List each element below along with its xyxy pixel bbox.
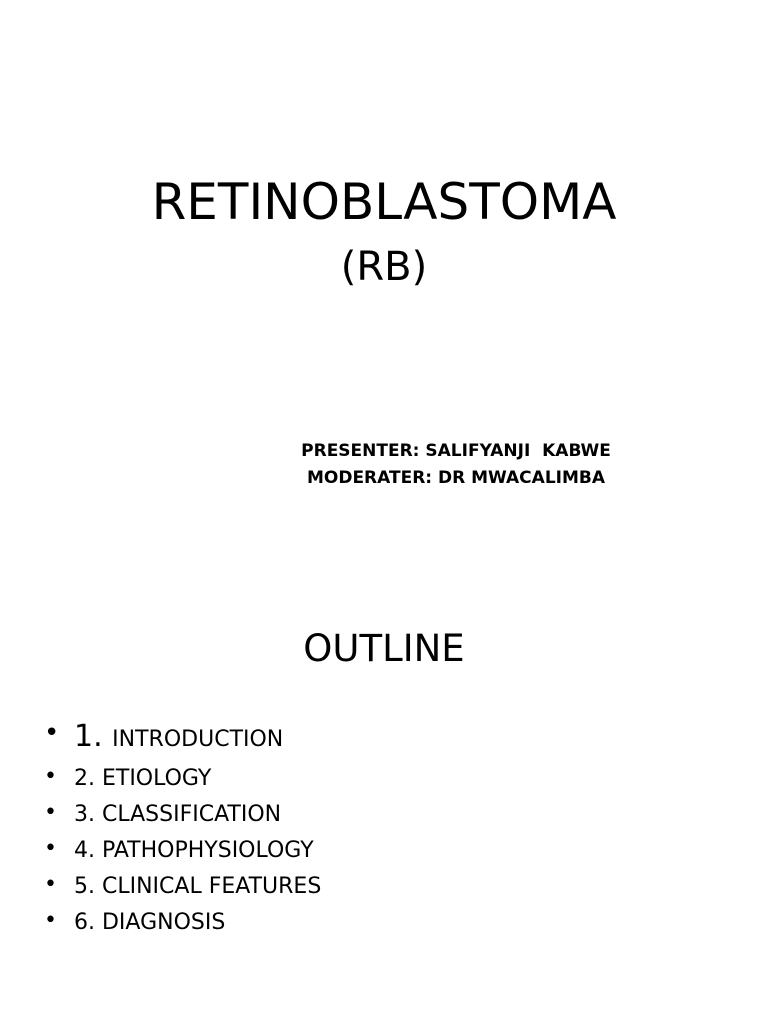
bullet-icon: • [44,872,57,897]
presenter-credits [256,438,656,492]
bullet-icon: • [44,718,60,748]
outline-item-introduction [40,716,740,761]
outline-list [40,716,740,941]
outline-item-pathophysiology [40,833,740,869]
outline-item-etiology [40,761,740,797]
outline-item-diagnosis [40,905,740,941]
slide-title: RETINOBLASTOMA [151,173,617,231]
bullet-icon: • [44,800,57,825]
bullet-icon: • [44,908,57,933]
outline-item-classification [40,797,740,833]
outline-heading: OUTLINE [303,627,465,670]
outline-item-text: 2. ETIOLOGY [74,766,212,791]
presenter-line: PRESENTER: SALIFYANJI KABWE [301,441,611,461]
moderator-line: MODERATER: DR MWACALIMBA [306,468,606,488]
outline-item-text: 6. DIAGNOSIS [74,910,226,935]
outline-item-label: INTRODUCTION [112,727,284,752]
bullet-icon: • [44,764,57,789]
outline-item-number: 1. [74,719,103,754]
outline-item-text: 4. PATHOPHYSIOLOGY [74,838,314,863]
bullet-icon: • [44,836,57,861]
outline-item-text: 3. CLASSIFICATION [74,802,282,827]
outline-item-clinical-features [40,869,740,905]
outline-item-text: 5. CLINICAL FEATURES [74,874,322,899]
slide-subtitle: (RB) [340,244,428,290]
